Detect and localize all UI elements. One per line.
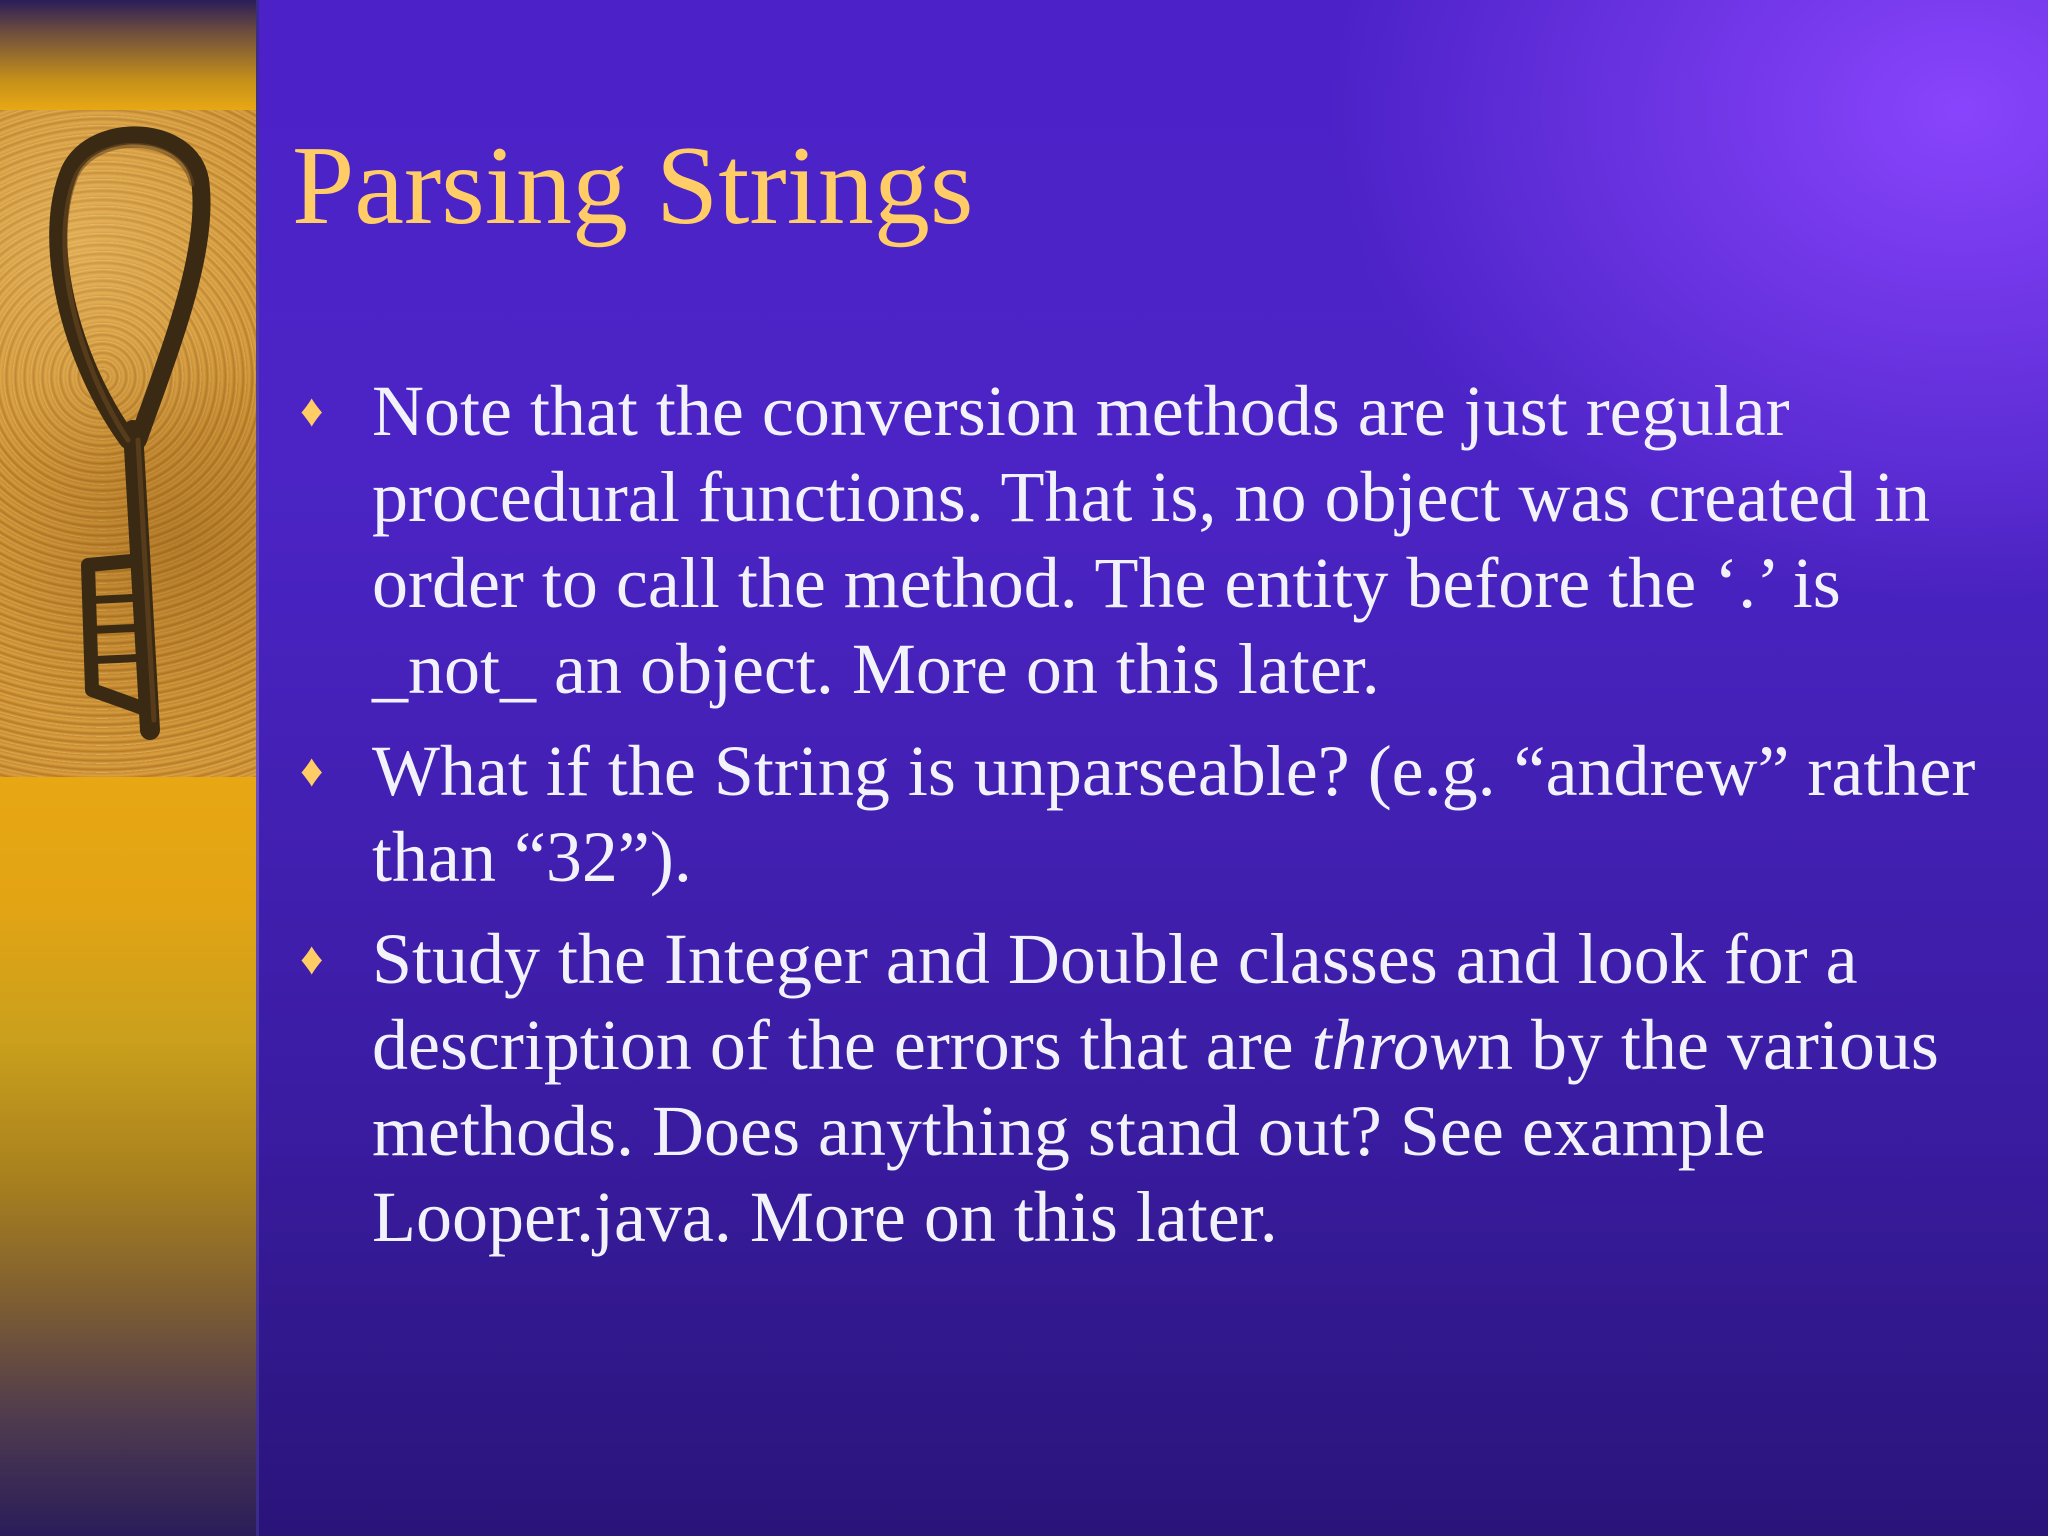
bullet-text: Note that the conversion methods are just regular procedural functions. That is, no object was created in order to call the method. The entity before the ‘.’ is _not_ an object. More on this later. xyxy=(372,371,1931,709)
bullet-text-before: Study the Integer and Double classes and look for a description of the errors that are xyxy=(372,919,1858,1085)
diamond-bullet-icon: ♦ xyxy=(300,745,324,796)
bullet-text xyxy=(372,919,1939,1257)
bullet-text-italic: throw xyxy=(1311,1005,1477,1085)
bullet-item xyxy=(300,728,2000,900)
sidebar-divider xyxy=(256,0,259,1536)
bullet-item xyxy=(300,368,2000,712)
key-icon xyxy=(0,110,256,777)
bullet-text-after: n by the various methods. Does anything stand out? See example Looper.java. More on this later. xyxy=(372,1005,1939,1257)
key-photo xyxy=(0,110,256,777)
bullet-item xyxy=(300,916,2000,1260)
bullet-text: What if the String is unparseable? (e.g. “andrew” rather than “32”). xyxy=(372,731,1976,897)
bullet-list xyxy=(300,368,2000,1276)
sidebar-decoration xyxy=(0,0,256,1536)
slide-title: Parsing Strings xyxy=(292,124,974,248)
diamond-bullet-icon: ♦ xyxy=(300,933,324,984)
diamond-bullet-icon: ♦ xyxy=(300,385,324,436)
